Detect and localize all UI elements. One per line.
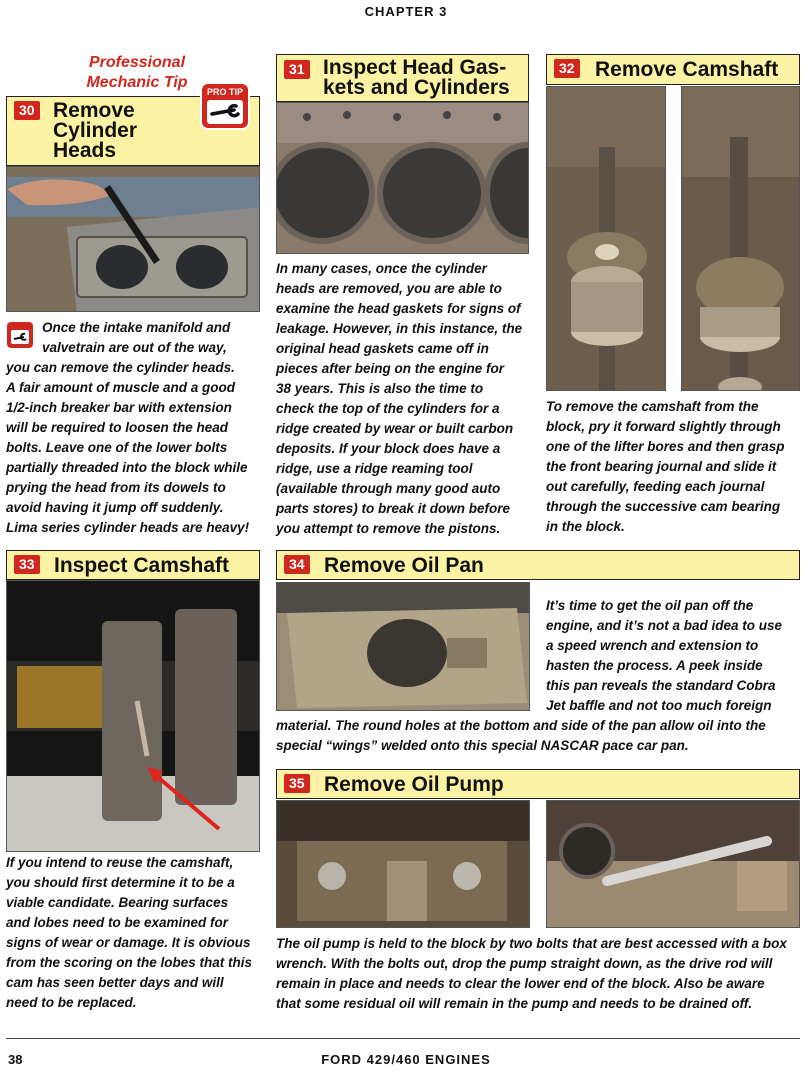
section-35-photo-left <box>276 800 530 928</box>
footer-divider <box>6 1038 800 1039</box>
section-35-header <box>276 769 800 799</box>
section-34-title: Remove Oil Pan <box>324 554 484 577</box>
section-32-photo-right <box>681 86 800 391</box>
protip-label-line1: Professional <box>88 54 186 71</box>
section-34-number: 34 <box>284 555 310 574</box>
section-33-header <box>6 550 260 580</box>
section-33-number: 33 <box>14 555 40 574</box>
section-30-text: you can remove the cylinder heads. A fair amount of muscle and a good 1/2-inch breaker bar with extension will be required to loosen the head bolts. Leave one of the lower bolts partially threaded into the block while prying the head from its dowels to avoid having it jump off suddenly. Lima series cylinder heads are heavy! <box>6 360 250 535</box>
protip-label-line2: Mechanic Tip <box>86 74 188 91</box>
section-32-header <box>546 54 800 85</box>
protip-badge <box>198 80 252 132</box>
section-31-number: 31 <box>284 60 310 79</box>
section-30-title: Remove Cylinder Heads <box>53 99 138 162</box>
section-35-text: The oil pump is held to the block by two bolts that are best accessed with a box wrench. With the bolts out, drop the pump straight down, as the drive rod will remain in place and needs to clear the lower end of the block. Also be aware that some residual oil will remain in the pump and needs to be drained off. <box>276 936 787 1011</box>
section-33-text: If you intend to reuse the camshaft, you should first determine it to be a viable candidate. Bearing surfaces and lobes need to be examined for signs of wear or damage. It is obvious from the scoring on the lobes that this cam has seen better days and will need to be replaced. <box>6 855 253 1010</box>
section-30-photo <box>6 166 260 312</box>
section-33-photo <box>6 580 260 852</box>
section-31-photo <box>276 102 529 254</box>
section-31-header <box>276 54 529 102</box>
section-34-header <box>276 550 800 580</box>
section-31-text: In many cases, once the cylinder heads are removed, you are able to examine the head gaskets for signs of leakage. However, in this instance, the original head gaskets came off in pieces after being on the engine for 38 years. This is also the time to check the top of the cylinders for a ridge created by wear or built carbon deposits. If your block does have a ridge, use a ridge reaming tool (available through many good auto parts stores) to break it down before you attempt to remove the pistons. <box>276 261 523 536</box>
section-35-title: Remove Oil Pump <box>324 773 504 796</box>
section-35-photo-right <box>546 800 800 928</box>
section-34-text-side: It’s time to get the oil pan off the engine, and it’s not a bad idea to use a speed wrench and extension to hasten the process. A peek inside this pan reveals the standard Cobra Jet baffle and not too much foreign <box>546 598 783 713</box>
section-30-number: 30 <box>14 101 40 120</box>
section-33-title: Inspect Camshaft <box>54 554 230 577</box>
section-34-text-full: material. The round holes at the bottom and side of the pan allow oil into the special “wings” welded onto this special NASCAR pace car pan. <box>276 718 766 753</box>
section-34-photo <box>276 582 530 711</box>
section-31-title: Inspect Head Gas- kets and Cylinders <box>323 56 510 99</box>
section-32-text: To remove the camshaft from the block, pry it forward slightly through one of the lifter bores and then grasp the front bearing journal and slide it out carefully, feeding each journal through the successive cam bearing in the block. <box>546 399 785 534</box>
section-30-text-intro: Once the intake manifold and valvetrain are out of the way, <box>42 320 231 355</box>
section-32-title: Remove Camshaft <box>595 58 779 81</box>
section-32-number: 32 <box>554 59 580 78</box>
book-title: FORD 429/460 ENGINES <box>321 1052 491 1067</box>
protip-label <box>72 53 202 93</box>
section-32-photo-left <box>546 86 666 391</box>
protip-small-icon <box>6 321 34 349</box>
chapter-title: CHAPTER 3 <box>364 4 448 19</box>
section-35-number: 35 <box>284 774 310 793</box>
page-number: 38 <box>8 1052 23 1067</box>
protip-badge-text: PRO TIP <box>206 87 244 97</box>
